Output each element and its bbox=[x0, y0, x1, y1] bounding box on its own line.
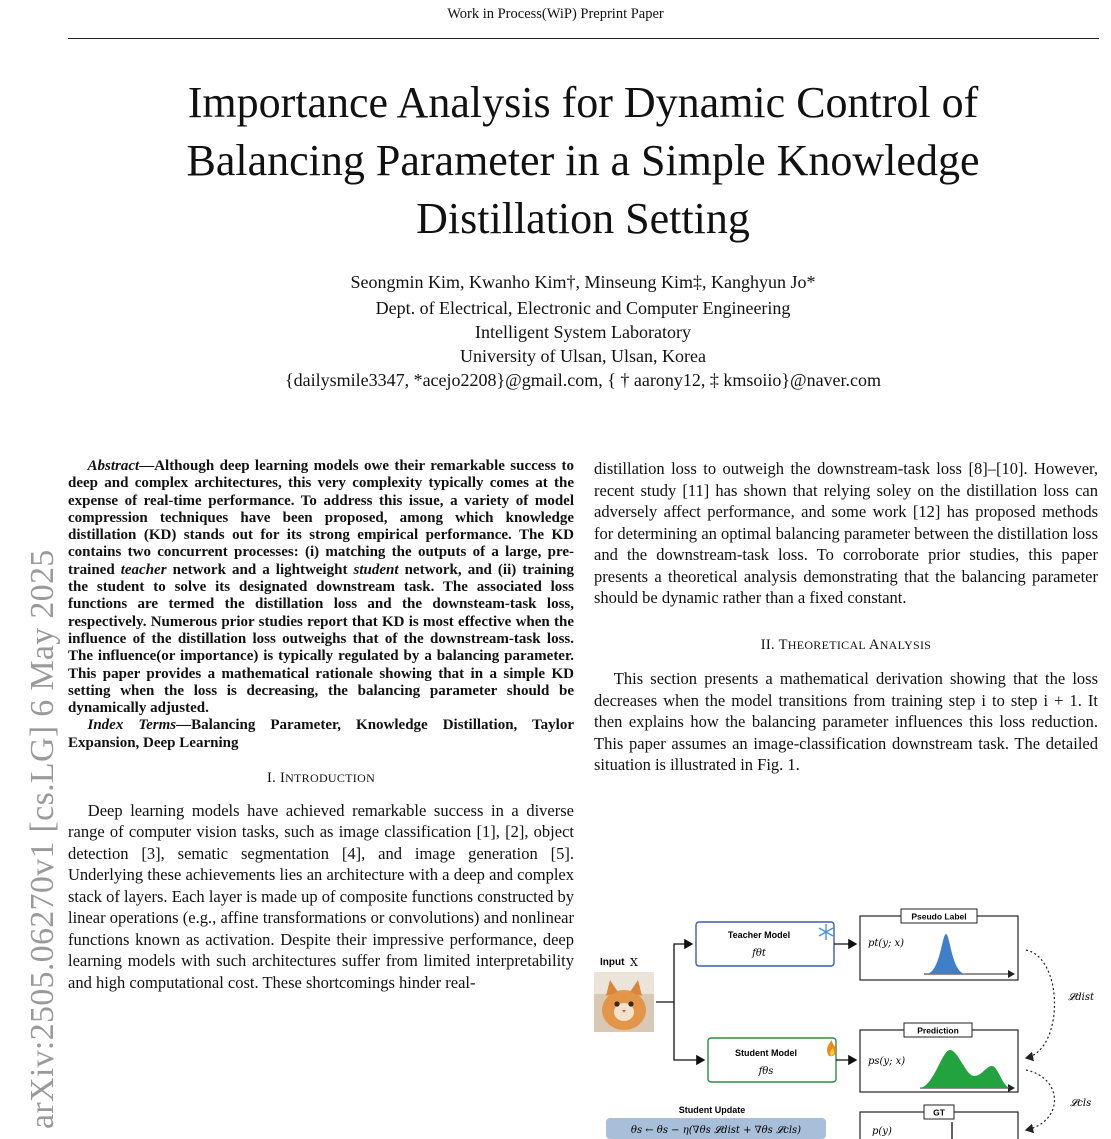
author-emails: {dailysmile3347, *acejo2208}@gmail.com, { † aarony12, ‡ kmsoiio}@naver.com bbox=[284, 370, 882, 390]
ground-truth-box bbox=[860, 1105, 1018, 1139]
abstract-text-1: —Although deep learning models owe their remarkable success to deep and complex architectures, this very complexity typically comes at the expense of real-time performance. To address this issue, a variety of model compression techniques have been proposed, among which knowledge distillation (KD) stands out for its strong empirical performance. The KD contains two concurrent processes: (i) matching the outputs of a large, pre-trained bbox=[68, 458, 574, 578]
loss-dist-label: 𝓛dist bbox=[1068, 992, 1095, 1003]
abstract-label: Abstract bbox=[87, 458, 140, 474]
pseudo-label-title: Pseudo Label bbox=[911, 911, 967, 922]
cat-image bbox=[594, 972, 654, 1032]
abstract bbox=[68, 458, 574, 717]
index-terms-text: —Balancing Parameter, Knowledge Distillation, Taylor Expansion, Deep Learning bbox=[68, 717, 575, 751]
title-line-1: Importance Analysis for Dynamic Control of bbox=[187, 78, 979, 127]
affiliation-lab: Intelligent System Laboratory bbox=[475, 322, 691, 342]
affiliation-university: University of Ulsan, Ulsan, Korea bbox=[460, 346, 706, 366]
teacher-title: Teacher Model bbox=[727, 930, 791, 940]
student-model-box bbox=[708, 1038, 836, 1082]
continuation-paragraph: distillation loss to outweigh the downstream-task loss [8]–[10]. However, recent study [11] has shown that relying soley on the distillation loss can adversely affect performance, and some work [12] has proposed methods for determining an optimal balancing parameter between the distillation loss and the downstream-task loss. To corroborate prior studies, this paper presents a theoretical analysis demonstrating that the balancing parameter should be dynamic rather than a fixed constant. bbox=[594, 459, 1098, 607]
index-terms-label: Index Terms bbox=[87, 717, 177, 734]
teacher-func: fθt bbox=[752, 948, 766, 959]
abstract-teacher-word: teacher bbox=[120, 561, 167, 578]
loss-cls-label: 𝓛cls bbox=[1070, 1098, 1092, 1109]
teacher-model-box bbox=[696, 922, 834, 966]
gt-formula: p(y) bbox=[872, 1126, 892, 1137]
pseudo-label-formula: pt(y; x) bbox=[868, 938, 905, 949]
right-column bbox=[594, 458, 1098, 776]
gt-title: GT bbox=[933, 1107, 945, 1118]
author-block bbox=[90, 270, 1076, 392]
affiliation-dept: Dept. of Electrical, Electronic and Computer Engineering bbox=[375, 298, 791, 318]
prediction-formula: ps(y; x) bbox=[868, 1056, 906, 1067]
title-line-2: Balancing Parameter in a Simple Knowledge bbox=[186, 136, 980, 185]
student-title: Student Model bbox=[735, 1048, 797, 1058]
prediction-box bbox=[860, 1023, 1018, 1092]
section-heading-theoretical-analysis: II. THEORETICAL ANALYSIS bbox=[760, 636, 932, 653]
figure-svg bbox=[594, 900, 1104, 1139]
input-var: X bbox=[630, 956, 638, 969]
student-func: fθs bbox=[758, 1066, 774, 1077]
title-line-3: Distillation Setting bbox=[416, 194, 750, 243]
introduction-paragraph: Deep learning models have achieved remarkable success in a diverse range of computer vision tasks, such as image classification [1], [2], object detection [3], sematic segmentation [4], and image generation [5]. Underlying these achievements lies an architecture with a deep and complex stack of layers. Each layer is made up of composite functions constructed by linear operations (e.g., affine transformations or convolutions) and nonlinear functions known as activation. Despite their impressive performance, deep learning models with such architectures suffer from limited interpretability and high computational cost. These shortcomings hinder real- bbox=[68, 800, 574, 992]
pseudo-label-box bbox=[860, 909, 1018, 980]
arxiv-watermark: arXiv:2505.06270v1 [cs.LG] 6 May 2025 bbox=[24, 549, 61, 1129]
theoretical-analysis-paragraph: This section presents a mathematical derivation showing that the loss decreases when the model transitions from training step i to step i + 1. It then explains how the balancing parameter influences this loss reduction. This paper assumes an image-classification downstream task. The detailed situation is illustrated in Fig. 1. bbox=[594, 669, 1098, 774]
author-names: Seongmin Kim, Kwanho Kim†, Minseung Kim‡, Kanghyun Jo* bbox=[350, 272, 816, 292]
running-header: Work in Process(WiP) Preprint Paper bbox=[447, 6, 664, 22]
abstract-text-2: network and a lightweight bbox=[166, 561, 354, 578]
paper-title bbox=[90, 74, 1076, 248]
distillation-loss-arc bbox=[1026, 950, 1055, 1058]
left-column bbox=[68, 458, 574, 993]
prediction-title: Prediction bbox=[917, 1025, 959, 1036]
header-rule bbox=[68, 38, 1099, 39]
classification-loss-arc bbox=[1026, 1070, 1055, 1130]
input-label: Input bbox=[600, 957, 625, 968]
update-formula: θs ← θs − η(∇θs 𝓛dist + ∇θs 𝓛cls) bbox=[630, 1125, 802, 1136]
abstract-text-3: network, and (ii) training the student to solve its designated downstream task. The associated loss functions are termed the distillation loss and the downsteam-task loss, respectively. Numerous prior studies report that KD is most effective when the influence of the distillation loss outweighs that of the downstream-task loss. The influence(or importance) is typically regulated by a balancing parameter. This paper provides a mathematical rationale showing that in a simple KD setting when the loss is decreasing, the balancing parameter should be dynamically adjusted. bbox=[68, 561, 574, 717]
student-update-title: Student Update bbox=[678, 1105, 746, 1115]
section-heading-introduction: I. INTRODUCTION bbox=[266, 770, 376, 787]
figure-1-diagram bbox=[594, 900, 1104, 1139]
index-terms bbox=[68, 717, 574, 752]
abstract-student-word: student bbox=[353, 561, 399, 578]
